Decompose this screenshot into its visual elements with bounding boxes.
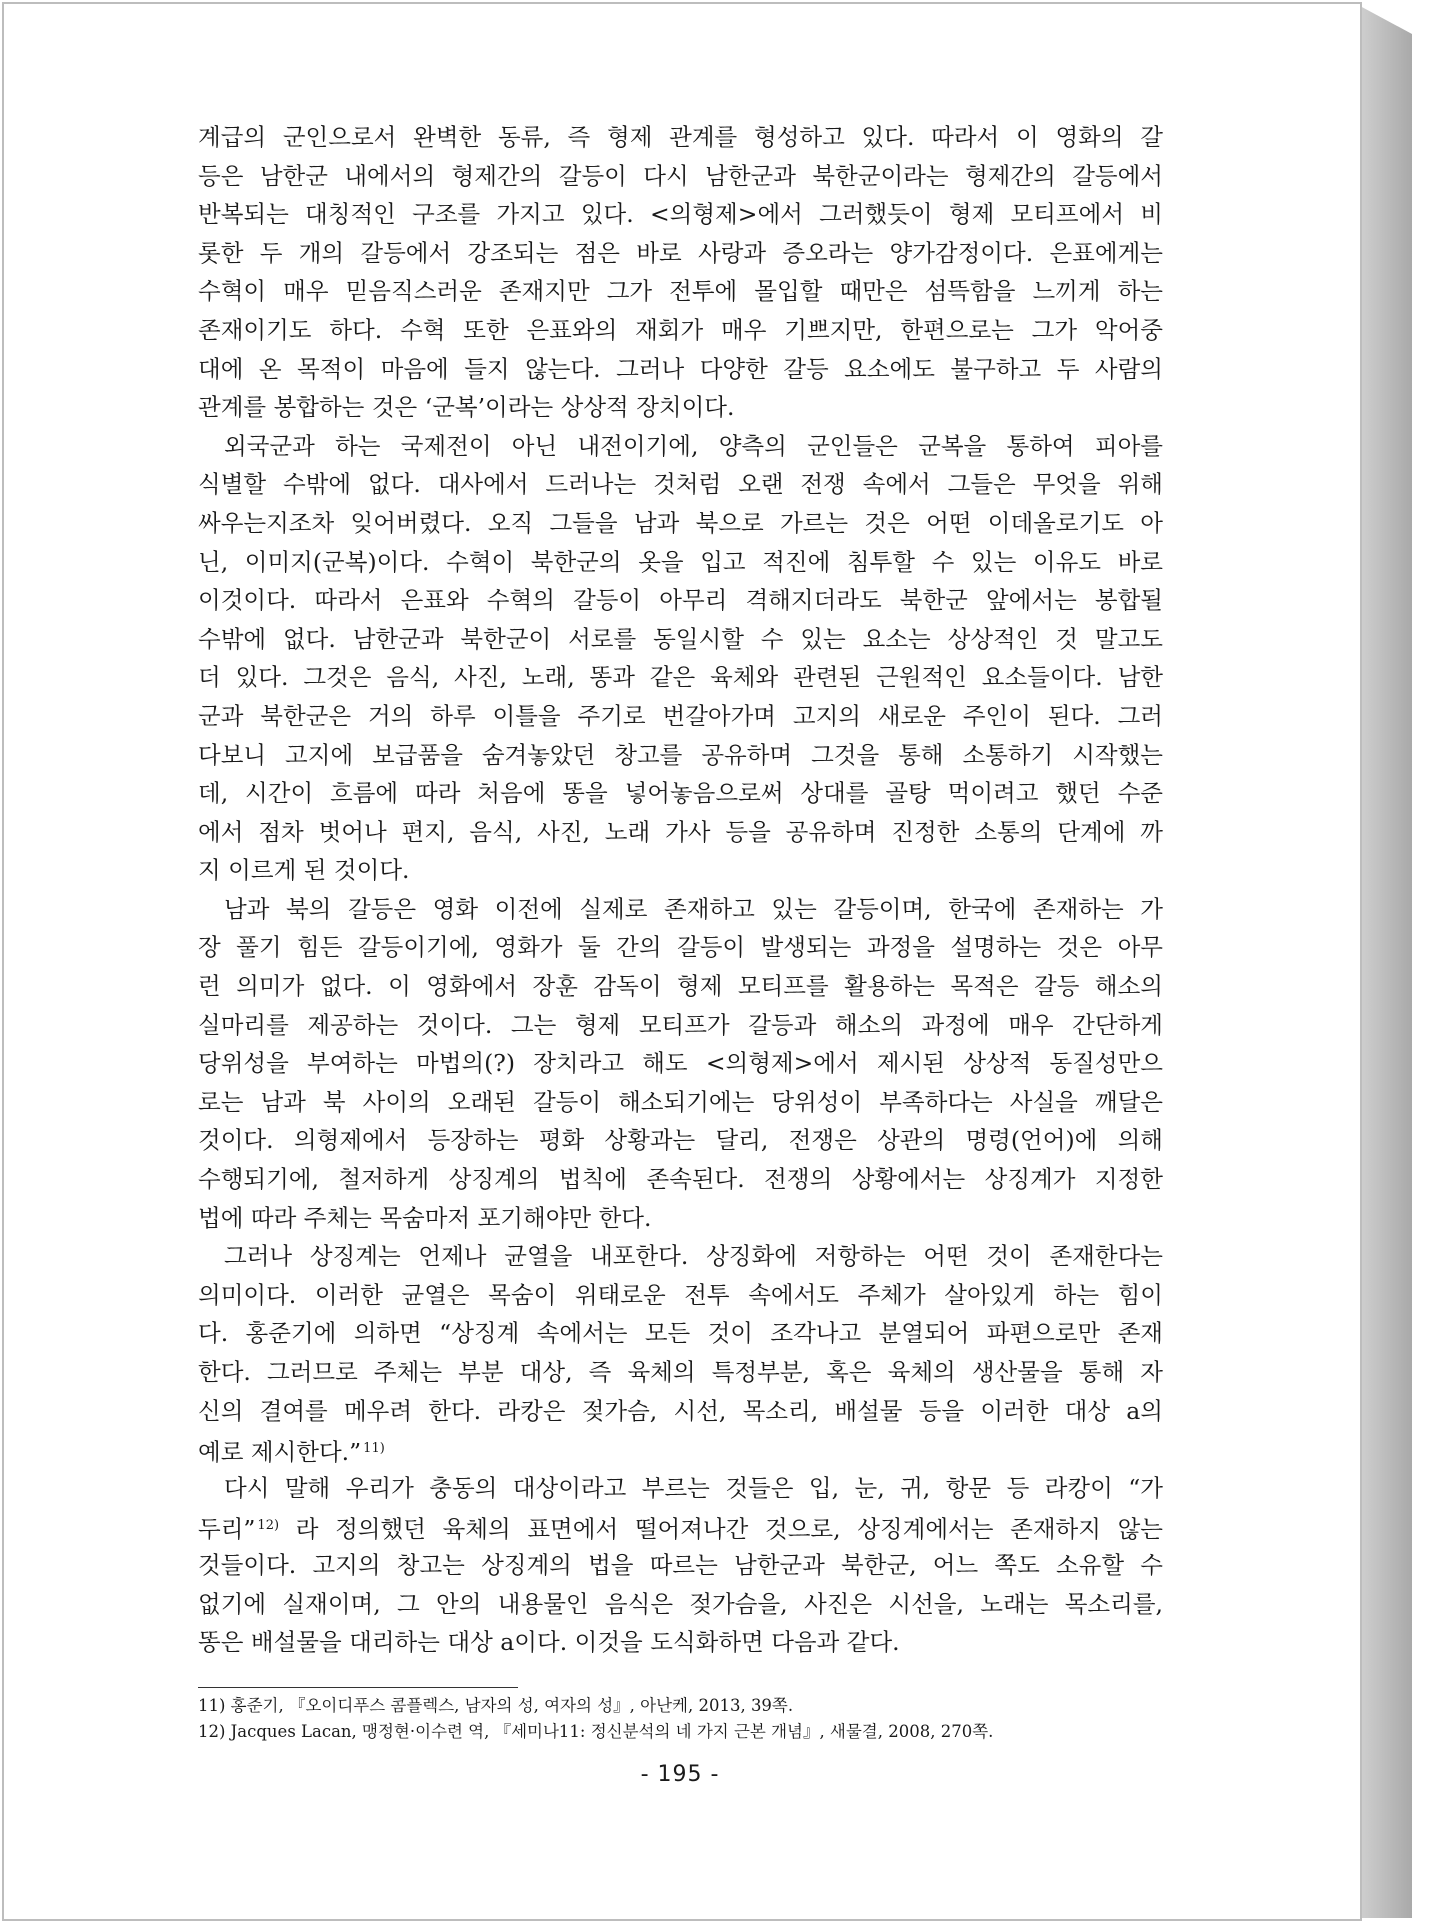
text-segment: 예로 제시한다.” <box>198 1438 362 1467</box>
text-line: 장 풀기 힘든 갈등이기에, 영화가 둘 간의 갈등이 발생되는 과정을 설명하는 것은 아무 <box>198 933 1163 962</box>
text-line: 한다. 그러므로 주체는 부분 대상, 즉 육체의 특정부분, 혹은 육체의 생산물을 통해 자 <box>198 1358 1163 1386</box>
text-line: 다시 말해 우리가 충동의 대상이라고 부르는 것들은 입, 눈, 귀, 항문 등 라캉이 “가 <box>224 1473 1163 1502</box>
text-line: 롯한 두 개의 갈등에서 강조되는 점은 바로 사랑과 증오라는 양가감정이다. 은표에게는 <box>198 238 1163 267</box>
text-line: 더 있다. 그것은 음식, 사진, 노래, 똥과 같은 육체와 관련된 근원적인 요소들이다. 남한 <box>198 663 1163 692</box>
text-line: 데, 시간이 흐름에 따라 처음에 똥을 넣어놓음으로써 상대를 골탕 먹이려고 했던 수준 <box>198 779 1163 808</box>
text-line: 존재이기도 하다. 수혁 또한 은표와의 재회가 매우 기쁘지만, 한편으로는 그가 악어중 <box>198 315 1163 344</box>
text-line: 다보니 고지에 보급품을 숨겨놓았던 창고를 공유하며 그것을 통해 소통하기 시작했는 <box>198 740 1163 769</box>
text-line: 실마리를 제공하는 것이다. 그는 형제 모티프가 갈등과 해소의 과정에 매우 간단하게 <box>198 1010 1163 1039</box>
text-line: 법에 따라 주체는 목숨마저 포기해야만 한다. <box>198 1203 652 1232</box>
text-line: 군과 북한군은 거의 하루 이틀을 주기로 번갈아가며 고지의 새로운 주인이 된다. 그러 <box>198 701 1163 730</box>
text-line: 그러나 상징계는 언제나 균열을 내포한다. 상징화에 저항하는 어떤 것이 존재한다는 <box>224 1242 1163 1271</box>
text-line: 남과 북의 갈등은 영화 이전에 실제로 존재하고 있는 갈등이며, 한국에 존재하는 가 <box>224 894 1163 923</box>
footnote-marker-11: 11) <box>363 1441 385 1457</box>
text-line: 것이다. 의형제에서 등장하는 평화 상황과는 달리, 전쟁은 상관의 명령(언어)에 의해 <box>198 1126 1163 1155</box>
text-line: 반복되는 대칭적인 구조를 가지고 있다. <의형제>에서 그러했듯이 형제 모티프에서 비 <box>198 200 1163 229</box>
text-segment: 두리” <box>198 1515 256 1544</box>
text-line: 대에 온 목적이 마음에 들지 않는다. 그러나 다양한 갈등 요소에도 불구하고 두 사람의 <box>198 354 1163 383</box>
paragraph-4 <box>198 1237 1163 1469</box>
paragraph-5 <box>198 1469 1163 1662</box>
text-line: 싸우는지조차 잊어버렸다. 오직 그들을 남과 북으로 가르는 것은 어떤 이데올로기도 아 <box>198 508 1163 537</box>
paragraph-2 <box>198 427 1163 890</box>
text-line: 의미이다. 이러한 균열은 목숨이 위태로운 전투 속에서도 주체가 살아있게 하는 힘이 <box>198 1280 1163 1309</box>
paragraph-3 <box>198 890 1163 1237</box>
text-line: 것들이다. 고지의 창고는 상징계의 법을 따르는 남한군과 북한군, 어느 쪽도 소유할 수 <box>198 1550 1163 1579</box>
text-line: 수행되기에, 철저하게 상징계의 법칙에 존속된다. 전쟁의 상황에서는 상징계가 지정한 <box>198 1165 1163 1194</box>
footnote-separator <box>198 1687 518 1688</box>
text-line: 당위성을 부여하는 마법의(?) 장치라고 해도 <의형제>에서 제시된 상상적 동질성만으 <box>198 1049 1163 1078</box>
text-segment: 라 정의했던 육체의 표면에서 떨어져나간 것으로, 상징계에서는 존재하지 않는 <box>279 1515 1163 1544</box>
text-line: 외국군과 하는 국제전이 아닌 내전이기에, 양측의 군인들은 군복을 통하여 피아를 <box>224 431 1163 460</box>
text-line <box>198 1430 1163 1469</box>
text-line: 수밖에 없다. 남한군과 북한군이 서로를 동일시할 수 있는 요소는 상상적인 것 말고도 <box>198 624 1163 653</box>
text-line: 등은 남한군 내에서의 형제간의 갈등이 다시 남한군과 북한군이라는 형제간의 갈등에서 <box>198 161 1163 190</box>
text-line: 다. 홍준기에 의하면 “상징계 속에서는 모든 것이 조각나고 분열되어 파편으로만 존재 <box>198 1319 1163 1348</box>
text-line: 똥은 배설물을 대리하는 대상 a이다. 이것을 도식화하면 다음과 같다. <box>198 1628 900 1657</box>
footnote-11: 11) 홍준기, 『오이디푸스 콤플렉스, 남자의 성, 여자의 성』, 아난케, 2013, 39쪽. <box>198 1696 794 1715</box>
text-line: 없기에 실재이며, 그 안의 내용물인 음식은 젖가슴을, 사진은 시선을, 노래는 목소리를, <box>198 1589 1163 1618</box>
text-line: 런 의미가 없다. 이 영화에서 장훈 감독이 형제 모티프를 활용하는 목적은 갈등 해소의 <box>198 972 1163 1001</box>
paragraph-1 <box>198 118 1163 427</box>
text-line: 이것이다. 따라서 은표와 수혁의 갈등이 아무리 격해지더라도 북한군 앞에서는 봉합될 <box>198 586 1163 615</box>
footnote-marker-12: 12) <box>257 1518 280 1534</box>
page-edge-shadow <box>1360 6 1412 1918</box>
text-line: 식별할 수밖에 없다. 대사에서 드러나는 것처럼 오랜 전쟁 속에서 그들은 무엇을 위해 <box>198 470 1163 499</box>
body-text <box>198 118 1163 1662</box>
text-line: 계급의 군인으로서 완벽한 동류, 즉 형제 관계를 형성하고 있다. 따라서 이 영화의 갈 <box>198 123 1163 151</box>
text-line: 로는 남과 북 사이의 오래된 갈등이 해소되기에는 당위성이 부족하다는 사실을 깨달은 <box>198 1087 1163 1116</box>
text-line: 닌, 이미지(군복)이다. 수혁이 북한군의 옷을 입고 적진에 침투할 수 있는 이유도 바로 <box>198 547 1163 576</box>
text-line: 수혁이 매우 믿음직스러운 존재지만 그가 전투에 몰입할 때만은 섬뜩함을 느끼게 하는 <box>198 277 1163 306</box>
text-line <box>198 1507 1163 1546</box>
text-line: 관계를 봉합하는 것은 ‘군복’이라는 상상적 장치이다. <box>198 393 735 422</box>
text-line: 에서 점차 벗어나 편지, 음식, 사진, 노래 가사 등을 공유하며 진정한 소통의 단계에 까 <box>198 817 1163 846</box>
text-line: 신의 결여를 메우려 한다. 라캉은 젖가슴, 시선, 목소리, 배설물 등을 이러한 대상 a의 <box>198 1396 1163 1425</box>
text-line: 지 이르게 된 것이다. <box>198 856 410 885</box>
footnotes <box>198 1693 1163 1745</box>
footnote-12: 12) Jacques Lacan, 맹정현·이수련 역, 『세미나11: 정신분석의 네 가지 근본 개념』, 새물결, 2008, 270쪽. <box>198 1722 994 1741</box>
page-number: - 195 - <box>640 1762 720 1787</box>
